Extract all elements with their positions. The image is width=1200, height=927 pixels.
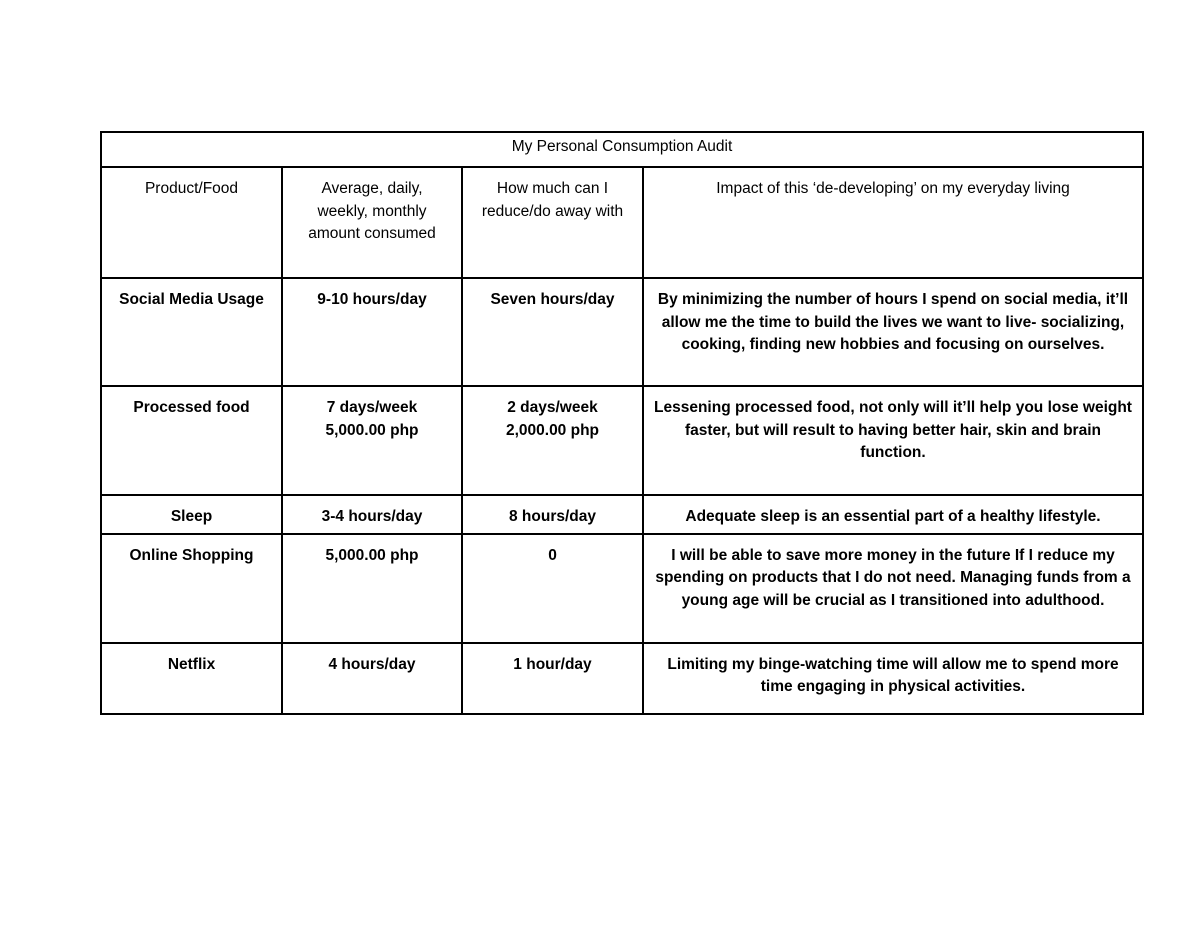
cell-line: 7 days/week <box>326 399 418 416</box>
cell-reduce <box>462 495 643 534</box>
cell-line: faster, but will result to having better hair, skin and brain <box>684 421 1101 439</box>
cell-impact <box>643 534 1143 643</box>
cell-reduce <box>462 534 643 643</box>
table-row <box>101 643 1143 714</box>
cell-line: Limiting my binge-watching time will allow me to spend more <box>667 655 1119 673</box>
header-line: weekly, monthly <box>317 202 427 220</box>
header-line: amount consumed <box>308 225 436 242</box>
cell-reduce <box>462 278 643 386</box>
table-row <box>101 495 1143 534</box>
cell-product <box>101 386 282 495</box>
table-row <box>101 278 1143 386</box>
header-product-food <box>101 167 282 278</box>
cell-line: 2,000.00 php <box>505 421 600 439</box>
cell-line: By minimizing the number of hours I spend on social media, it’ll <box>657 291 1129 308</box>
header-reduce-amount <box>462 167 643 278</box>
cell-line: spending on products that I do not need. Managing funds from a <box>655 569 1131 586</box>
cell-consumed <box>282 386 462 495</box>
cell-line: 9-10 hours/day <box>317 291 427 308</box>
header-line: How much can I <box>496 180 609 197</box>
cell-line: 3-4 hours/day <box>321 508 423 525</box>
cell-line: cooking, finding new hobbies and focusing on ourselves. <box>681 336 1105 353</box>
cell-line: allow me the time to build the lives we want to live- socializing, <box>661 313 1125 331</box>
cell-line: 2 days/week <box>507 399 598 416</box>
table-header-row <box>101 167 1143 278</box>
cell-impact <box>643 278 1143 386</box>
cell-consumed <box>282 534 462 643</box>
cell-line: Processed food <box>133 399 250 416</box>
table-row <box>101 386 1143 495</box>
cell-line: Seven hours/day <box>490 291 615 308</box>
header-line: reduce/do away with <box>481 202 624 220</box>
cell-line: Sleep <box>170 508 213 525</box>
cell-line: Online Shopping <box>129 546 254 564</box>
cell-line: Netflix <box>167 655 216 673</box>
cell-consumed <box>282 278 462 386</box>
header-amount-consumed <box>282 167 462 278</box>
cell-line: Adequate sleep is an essential part of a healthy lifestyle. <box>685 508 1101 525</box>
cell-line: Social Media Usage <box>119 291 264 308</box>
header-line: Impact of this ‘de-developing’ on my everyday living <box>716 180 1070 197</box>
consumption-audit-table <box>100 131 1144 715</box>
cell-line: function. <box>860 444 926 461</box>
cell-line: 5,000.00 php <box>325 546 419 564</box>
header-line: Average, daily, <box>321 180 423 197</box>
cell-line: I will be able to save more money in the future If I reduce my <box>671 546 1115 564</box>
cell-line: 0 <box>548 546 557 564</box>
cell-reduce <box>462 386 643 495</box>
table-title: My Personal Consumption Audit <box>101 132 1143 167</box>
cell-line: Lessening processed food, not only will it’ll help you lose weight <box>654 399 1132 416</box>
cell-impact <box>643 643 1143 714</box>
cell-product <box>101 643 282 714</box>
cell-impact <box>643 495 1143 534</box>
cell-product <box>101 495 282 534</box>
cell-reduce <box>462 643 643 714</box>
cell-product <box>101 534 282 643</box>
cell-line: young age will be crucial as I transitioned into adulthood. <box>681 591 1105 609</box>
table-title-row <box>101 132 1143 167</box>
table-row <box>101 534 1143 643</box>
cell-consumed <box>282 495 462 534</box>
cell-line: time engaging in physical activities. <box>760 678 1026 695</box>
cell-product <box>101 278 282 386</box>
header-line: Product/Food <box>144 180 239 197</box>
table-body <box>101 132 1143 714</box>
cell-consumed <box>282 643 462 714</box>
cell-impact <box>643 386 1143 495</box>
header-impact <box>643 167 1143 278</box>
cell-line: 8 hours/day <box>509 508 596 525</box>
cell-line: 4 hours/day <box>328 655 416 673</box>
cell-line: 5,000.00 php <box>325 421 419 439</box>
cell-line: 1 hour/day <box>513 655 592 673</box>
